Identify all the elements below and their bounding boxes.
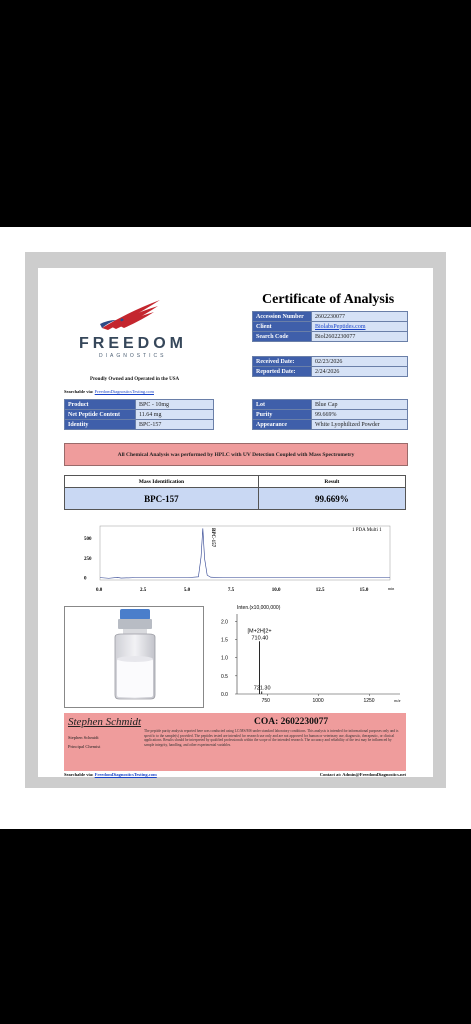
accession-table (252, 311, 408, 342)
x-tick-label: 2.5 (139, 588, 147, 593)
logo-subtitle: DIAGNOSTICS (99, 353, 167, 359)
page-title: Certificate of Analysis (262, 292, 395, 307)
footer-searchable-label: Searchable via: (64, 772, 94, 777)
y-tick-label: 2.0 (221, 619, 228, 626)
y-tick-label: 250 (84, 556, 92, 562)
logo-wings-icon (98, 298, 168, 332)
y-tick-label: 0.0 (221, 692, 228, 698)
result-header: Result (258, 476, 405, 488)
x-tick-label: 1250 (363, 698, 375, 704)
searchable-line (64, 389, 154, 394)
footer (64, 772, 406, 777)
accession-key: Accession Number (253, 312, 312, 322)
y-tick-label: 0.5 (221, 673, 228, 680)
lot-table (252, 399, 408, 430)
received-date-value: 02/23/2026 (312, 357, 408, 367)
product-value: BPC - 10mg (136, 400, 214, 410)
result-value: 99.669% (258, 488, 405, 510)
x-axis-label: m/z (394, 698, 401, 703)
identity-key: Identity (65, 420, 136, 430)
identity-value: BPC-157 (136, 420, 214, 430)
plot-area (100, 526, 390, 580)
search-code-value: Biol2602230077 (312, 332, 408, 342)
received-date-key: Received Date: (253, 357, 312, 367)
lot-value: Blue Cap (312, 400, 408, 410)
x-tick-label: 7.5 (227, 588, 235, 593)
reported-date-value: 2/24/2026 (312, 367, 408, 377)
searchable-label: Searchable via: (64, 389, 94, 394)
y-tick-label: 1.5 (221, 637, 228, 644)
peak-value-label: 721.30 (253, 685, 271, 692)
method-banner: All Chemical Analysis was performed by HPLC with UV Detection Coupled with Mass Spectrometry (64, 443, 408, 466)
product-key: Product (65, 400, 136, 410)
accession-value: 2602230077 (312, 312, 408, 322)
footer-contact: Contact at: Admin@FreedomDiagnostics.net (319, 772, 406, 777)
peak-value-label: 710.40 (251, 635, 269, 642)
vial-photo (64, 606, 204, 708)
appearance-value: White Lyophilized Powder (312, 420, 408, 430)
chemist-role: Principal Chemist (68, 744, 101, 749)
signature: Stephen Schmidt (68, 716, 142, 728)
appearance-key: Appearance (253, 420, 312, 430)
logo-wordmark: FREEDOM (79, 335, 187, 352)
search-code-key: Search Code (253, 332, 312, 342)
x-tick-label: 750 (261, 698, 270, 704)
coa-number: COA: 2602230077 (254, 717, 329, 727)
mass-spectrum (215, 602, 406, 712)
y-tick-label: 1.0 (221, 655, 228, 662)
y-tick-label: 500 (84, 536, 92, 542)
mass-id-value: BPC-157 (65, 488, 259, 510)
mass-identification-table (64, 475, 406, 510)
x-tick-label: 5.0 (183, 588, 191, 593)
purity-key: Purity (253, 410, 312, 420)
certificate-page (38, 268, 433, 777)
product-table (64, 399, 214, 430)
x-axis-label: min (388, 586, 395, 591)
chemist-name: Stephen Schmidt (68, 735, 99, 740)
net-peptide-key: Net Peptide Content (65, 410, 136, 420)
vial-icon (65, 607, 203, 707)
chemist-block (68, 733, 100, 751)
lot-key: Lot (253, 400, 312, 410)
chromatogram-line (100, 528, 390, 578)
legend: 1 PDA Multi 1 (352, 528, 382, 533)
owned-tagline: Proudly Owned and Operated in the USA (90, 377, 180, 382)
searchable-link[interactable]: FreedomDiagnosticsTesting.com (94, 389, 154, 394)
disclaimer-text: The peptide purity analysis reported here was conducted using LC/MS/MS under standard laboratory conditions. This analysis is intended for informational purposes only and is specific to the sample(s) provided. The peptides tested are intended for research use only and are not approved for human or veterinary use, diagnostic, therapeutic, or clinical applications. Results should be interpreted by qualified professionals within the scope of the intended research. The accuracy and reliability of the test may be influenced by sample integrity, handling, and other experimental variables. (144, 729, 399, 747)
x-tick-label: 1000 (312, 698, 324, 704)
purity-value: 99.669% (312, 410, 408, 420)
mass-id-header: Mass Identification (65, 476, 259, 488)
client-link[interactable]: BiolabsPeptides.com (315, 323, 366, 330)
peak-label: BPC-157 (209, 528, 215, 548)
hplc-chromatogram (60, 518, 410, 598)
x-tick-label: 10.0 (271, 588, 281, 593)
footer-searchable (64, 772, 157, 777)
reported-date-key: Reported Date: (253, 367, 312, 377)
x-tick-label: 15.0 (359, 588, 369, 593)
y-tick-label: 0 (84, 576, 87, 582)
dates-table (252, 356, 408, 377)
net-peptide-value: 11.64 mg (136, 410, 214, 420)
y-axis-label: Inten.(x10,000,000) (237, 605, 281, 611)
footer-searchable-link[interactable]: FreedomDiagnosticsTesting.com (94, 772, 157, 777)
x-tick-label: 0.0 (96, 588, 103, 593)
x-tick-label: 12.5 (315, 588, 325, 593)
signature-section (64, 713, 406, 771)
client-key: Client (253, 322, 312, 332)
ion-annotation: [M+2H]2+ (247, 628, 272, 635)
